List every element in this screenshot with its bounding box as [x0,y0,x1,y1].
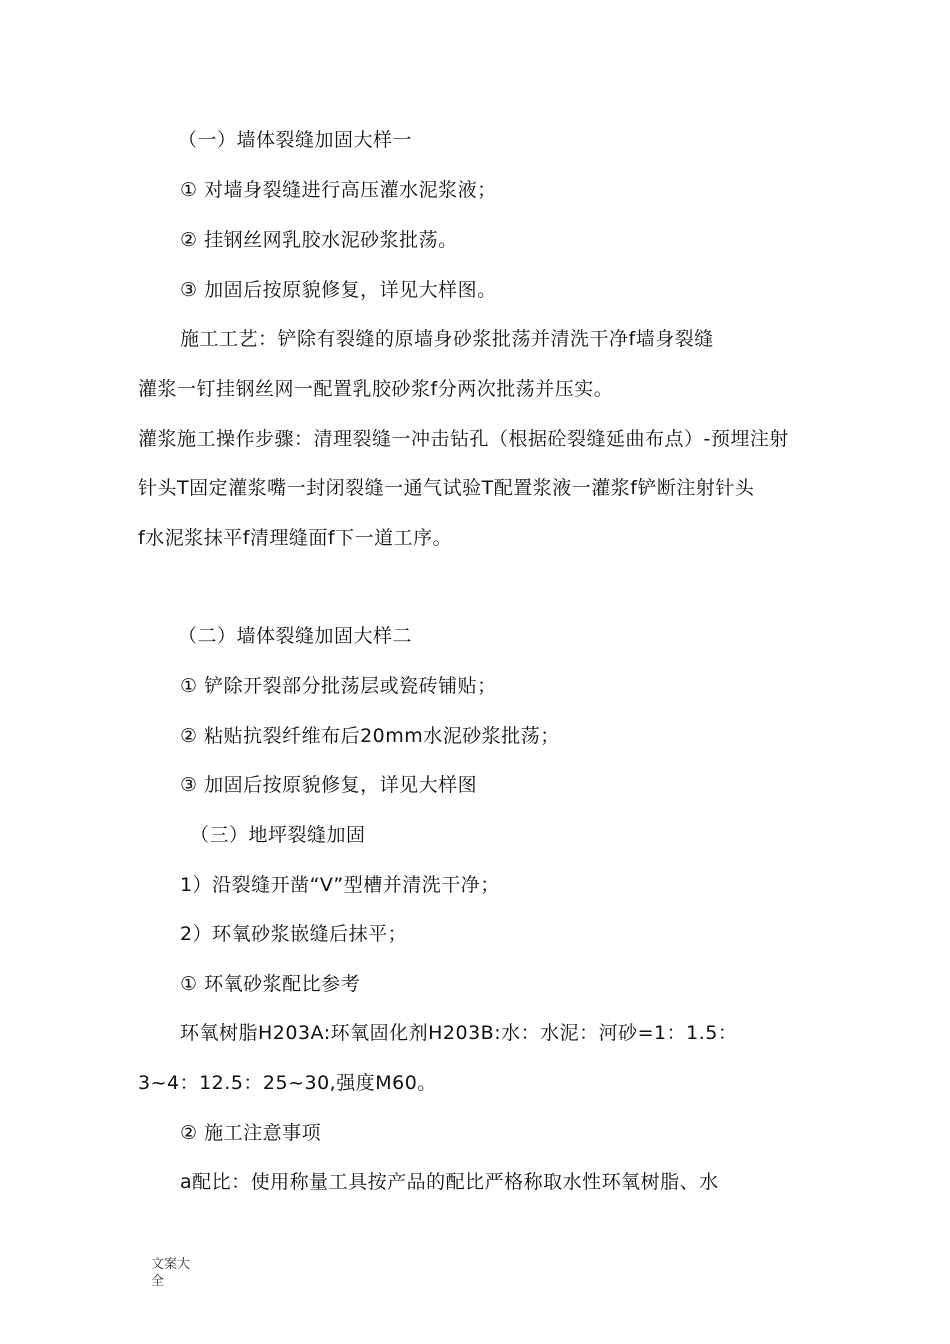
section1-steps-line2: 针头T固定灌浆嘴一封闭裂缝一通气试验T配置浆液一灌浆f铲断注射针头 [138,477,755,499]
section1-item-2: ② 挂钢丝网乳胶水泥砂浆批荡。 [180,229,458,251]
section1-steps-line1: 灌浆施工操作步骤：清理裂缝一冲击钻孔（根据砼裂缝延曲布点）-预埋注射 [138,428,789,450]
section2-item-1: ① 铲除开裂部分批荡层或瓷砖铺贴； [180,675,497,697]
section1-item-3: ③ 加固后按原貌修复，详见大样图。 [180,279,497,301]
section2-heading: （二）墙体裂缝加固大样二 [178,625,413,647]
section3-notes-line1: a配比：使用称量工具按产品的配比严格称取水性环氧树脂、水 [180,1171,719,1193]
section2-item-2: ② 粘贴抗裂纤维布后20mm水泥砂浆批荡； [180,725,560,747]
section3-step-2: 2）环氧砂浆嵌缝后抹平； [180,923,408,945]
section3-notes-title: ② 施工注意事项 [180,1122,322,1144]
section1-process-line2: 灌浆一钉挂钢丝网一配置乳胶砂浆f分两次批荡并压实。 [138,378,614,400]
page-footer: 文案大全 [151,1257,191,1289]
section3-step-1: 1）沿裂缝开凿“V”型槽并清洗干净； [180,874,500,896]
section3-mix-line1: 环氧树脂H203A:环氧固化剂H203B:水：水泥：河砂=1：1.5： [180,1022,738,1044]
section1-process-line1: 施工工艺：铲除有裂缝的原墙身砂浆批荡并清洗干净f墙身裂缝 [180,328,714,350]
section3-mix-line2: 3~4：12.5：25~30,强度M60。 [138,1072,437,1094]
section3-mix-title: ① 环氧砂浆配比参考 [180,973,361,995]
section2-item-3: ③ 加固后按原貌修复，详见大样图 [180,774,478,796]
section3-heading: （三）地坪裂缝加固 [190,824,366,846]
section1-steps-line3: f水泥浆抹平f清理缝面f下一道工序。 [138,527,453,549]
section1-heading: （一）墙体裂缝加固大样一 [178,129,413,151]
section1-item-1: ① 对墙身裂缝进行高压灌水泥浆液； [180,179,497,201]
